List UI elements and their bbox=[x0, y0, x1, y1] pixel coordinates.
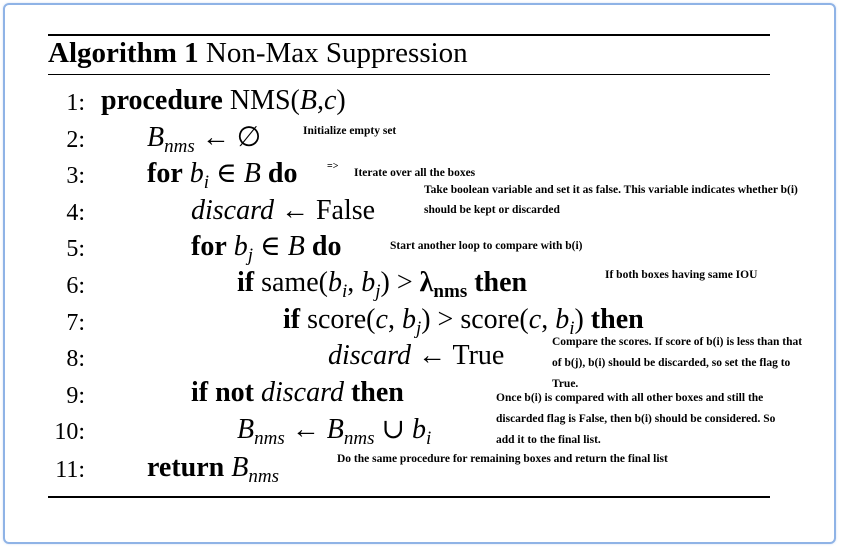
code-line-2 bbox=[147, 122, 262, 157]
paren-close: ) bbox=[336, 85, 346, 116]
element-of: ∈ bbox=[253, 231, 288, 262]
var-b: b bbox=[361, 267, 376, 298]
var-b: b bbox=[233, 231, 248, 262]
keyword-return: return bbox=[147, 452, 225, 483]
code-line-6 bbox=[237, 267, 528, 302]
code-line-5 bbox=[191, 231, 342, 266]
subscript-nms: nms bbox=[248, 466, 279, 487]
comment-line-5: Start another loop to compare with b(i) bbox=[390, 240, 583, 252]
func-score: score( bbox=[300, 304, 376, 335]
var-c: c bbox=[528, 304, 542, 335]
code-line-10 bbox=[237, 414, 432, 449]
lambda-symbol: λ bbox=[419, 267, 434, 298]
var-B: B bbox=[147, 122, 165, 153]
keyword-if: if bbox=[283, 304, 301, 335]
code-line-9 bbox=[191, 377, 404, 409]
comment-line-11: Do the same procedure for remaining boxes and return the final list bbox=[337, 453, 668, 465]
line-number: 1: bbox=[66, 90, 85, 116]
var-b: b bbox=[401, 304, 416, 335]
keyword-if: if bbox=[237, 267, 255, 298]
code-line-11 bbox=[147, 452, 279, 487]
code-line-3 bbox=[147, 158, 298, 193]
subscript-i: i bbox=[425, 428, 432, 449]
union-symbol: ∪ bbox=[374, 414, 412, 445]
var-B: B bbox=[299, 85, 317, 116]
comment-line-10c: add it to the final list. bbox=[496, 434, 601, 446]
keyword-procedure: procedure bbox=[101, 85, 223, 116]
var-discard: discard bbox=[261, 377, 344, 408]
var-B: B bbox=[287, 231, 305, 262]
comment-line-3: Iterate over all the boxes bbox=[354, 167, 476, 179]
line-number: 3: bbox=[66, 163, 85, 189]
comment-line-4a: Take boolean variable and set it as false. This variable indicates whether b(i) bbox=[424, 184, 798, 196]
bottom-rule bbox=[48, 496, 770, 498]
comment-line-6: If both boxes having same IOU bbox=[605, 269, 758, 281]
proc-name: NMS( bbox=[229, 85, 300, 116]
subscript-i: i bbox=[341, 281, 348, 302]
keyword-then: then bbox=[343, 377, 404, 408]
comment-line-8a: Compare the scores. If score of b(i) is less than that bbox=[552, 336, 803, 348]
comma: , bbox=[347, 267, 362, 298]
var-B: B bbox=[326, 414, 344, 445]
comment-arrow: => bbox=[327, 161, 339, 172]
line-number: 2: bbox=[66, 127, 85, 153]
keyword-do: do bbox=[304, 231, 342, 262]
assign-false: ← False bbox=[273, 195, 376, 226]
comma: , bbox=[541, 304, 556, 335]
line-number: 5: bbox=[66, 236, 85, 262]
comment-line-4b: should be kept or discarded bbox=[424, 204, 560, 216]
keyword-for: for bbox=[191, 231, 227, 262]
comment-line-8b: of b(j), b(i) should be discarded, so set the flag to bbox=[552, 357, 791, 369]
greater-than: ) > bbox=[380, 267, 420, 298]
func-score: ) > score( bbox=[421, 304, 529, 335]
comment-line-2: Initialize empty set bbox=[303, 125, 397, 137]
code-line-8 bbox=[328, 340, 504, 372]
line-number: 9: bbox=[66, 383, 85, 409]
algorithm-label: Algorithm 1 bbox=[48, 37, 199, 69]
assign-true: ← True bbox=[410, 340, 505, 371]
keyword-do: do bbox=[260, 158, 298, 189]
line-number: 6: bbox=[66, 273, 85, 299]
subscript-nms: nms bbox=[164, 136, 195, 157]
keyword-for: for bbox=[147, 158, 183, 189]
subscript-i: i bbox=[203, 172, 210, 193]
func-same: same( bbox=[254, 267, 328, 298]
keyword-then: then bbox=[467, 267, 528, 298]
var-B: B bbox=[243, 158, 261, 189]
keyword-then: then bbox=[583, 304, 644, 335]
var-c: c bbox=[323, 85, 337, 116]
code-line-4 bbox=[191, 195, 375, 227]
subscript-i: i bbox=[569, 318, 575, 339]
line-number: 7: bbox=[66, 310, 85, 336]
var-discard: discard bbox=[328, 340, 411, 371]
paren-close: ) bbox=[574, 304, 584, 335]
assign-empty-set: ← ∅ bbox=[194, 122, 262, 153]
subscript-nms: nms bbox=[254, 428, 285, 449]
comment-line-10a: Once b(i) is compared with all other boxes and still the bbox=[496, 392, 764, 404]
comma: , bbox=[316, 85, 324, 116]
var-B: B bbox=[237, 414, 255, 445]
subscript-j: j bbox=[415, 318, 422, 339]
line-number: 11: bbox=[55, 457, 85, 483]
subscript-nms: nms bbox=[343, 428, 375, 449]
comment-line-10b: discarded flag is False, then b(i) should be considered. So bbox=[496, 413, 776, 425]
var-b: b bbox=[555, 304, 570, 335]
code-line-1 bbox=[101, 85, 346, 117]
var-b: b bbox=[189, 158, 204, 189]
line-number: 4: bbox=[66, 200, 85, 226]
line-number: 10: bbox=[54, 419, 85, 445]
comma: , bbox=[387, 304, 402, 335]
line-number: 8: bbox=[66, 346, 85, 372]
subscript-j: j bbox=[375, 281, 381, 302]
var-b: b bbox=[411, 414, 426, 445]
var-c: c bbox=[375, 304, 388, 335]
assign-arrow: ← bbox=[284, 414, 327, 445]
comment-line-8c: True. bbox=[552, 378, 579, 390]
var-B: B bbox=[231, 452, 249, 483]
var-b: b bbox=[327, 267, 342, 298]
element-of: ∈ bbox=[209, 158, 244, 189]
keyword-if-not: if not bbox=[191, 377, 254, 408]
var-discard: discard bbox=[191, 195, 274, 226]
algorithm-caption bbox=[48, 36, 468, 70]
subscript-j: j bbox=[247, 245, 254, 266]
caption-rule bbox=[48, 74, 770, 75]
algorithm-title: Non-Max Suppression bbox=[205, 37, 468, 69]
subscript-nms: nms bbox=[433, 281, 468, 302]
